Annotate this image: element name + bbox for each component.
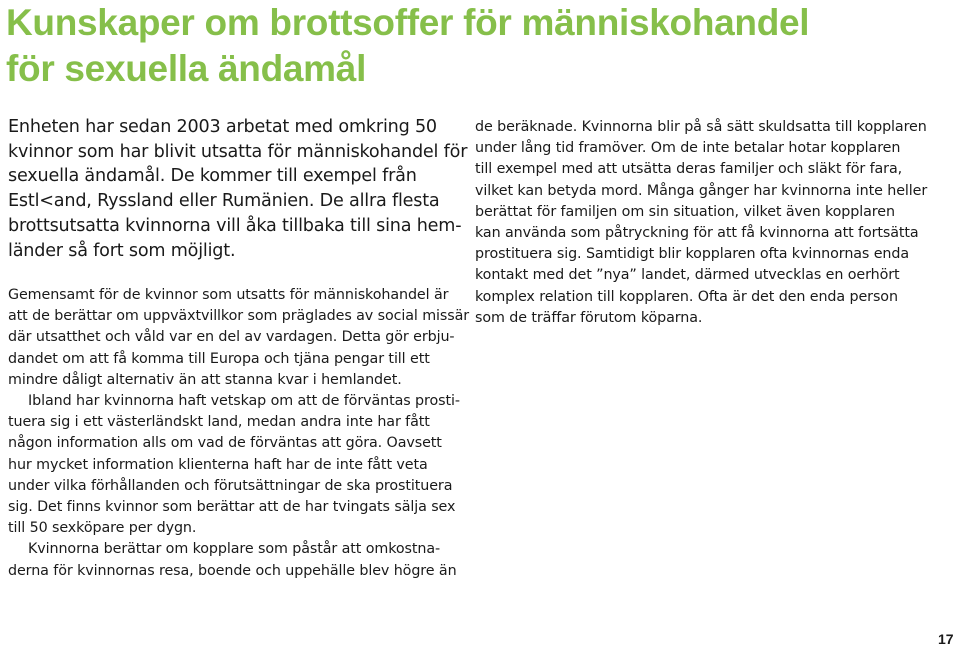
page-title xyxy=(6,0,809,92)
body-line: tuera sig i ett västerländskt land, medan andra inte har fått xyxy=(8,414,430,431)
body-line: Kvinnorna berättar om kopplare som påstår att omkostna- xyxy=(28,541,441,558)
body-line: de beräknade. Kvinnorna blir på så sätt skuldsatta till kopplaren xyxy=(475,119,927,135)
title-line: Kunskaper om brottsoffer för människohandel xyxy=(6,2,810,43)
body-line: som de träffar förutom köparna. xyxy=(475,309,703,326)
body-line: dandet om att få komma till Europa och tjäna pengar till ett xyxy=(8,350,430,367)
body-line: under lång tid framöver. Om de inte betalar hotar kopplaren xyxy=(475,140,901,157)
body-line: prostituera sig. Samtidigt blir kopplaren ofta kvinnornas enda xyxy=(475,246,910,263)
lead-line: brottsutsatta kvinnorna vill åka tillbaka till sina hem- xyxy=(8,215,462,236)
lead-line: Estl<and, Ryssland eller Rumänien. De allra flesta xyxy=(8,191,440,212)
title-line: för sexuella ändamål xyxy=(6,48,367,89)
lead-line: sexuella ändamål. De kommer till exempel från xyxy=(8,166,417,187)
body-line: Ibland har kvinnorna haft vetskap om att de förväntas prosti- xyxy=(28,393,460,410)
body-line: att de berättar om uppväxtvillkor som präglades av social missär xyxy=(8,308,470,325)
body-line: kontakt med det ”nya” landet, därmed utvecklas en oerhört xyxy=(475,267,900,284)
body-line: mindre dåligt alternativ än att stanna kvar i hemlandet. xyxy=(8,371,402,388)
body-line: sig. Det finns kvinnor som berättar att de har tvingats sälja sex xyxy=(8,499,456,516)
lead-line: Enheten har sedan 2003 arbetat med omkring 50 xyxy=(8,117,437,137)
body-line: vilket kan betyda mord. Många gånger har kvinnorna inte heller xyxy=(475,182,928,199)
page-number: 17 xyxy=(938,631,954,647)
body-line: där utsatthet och våld var en del av vardagen. Detta gör erbju- xyxy=(8,329,455,346)
body-right-column xyxy=(475,117,928,329)
body-line: till 50 sexköpare per dygn. xyxy=(8,520,197,537)
body-line: Gemensamt för de kvinnor som utsatts för människohandel är xyxy=(8,287,449,303)
body-line: komplex relation till kopplaren. Ofta är det den enda person xyxy=(475,288,898,305)
body-line: under vilka förhållanden och förutsättningar de ska prostituera xyxy=(8,477,453,494)
lead-line: länder så fort som möjligt. xyxy=(8,240,236,261)
lead-paragraph xyxy=(8,115,468,263)
body-line: kan använda som påtryckning för att få kvinnorna att fortsätta xyxy=(475,225,919,242)
body-left-column xyxy=(8,285,470,582)
body-line: derna för kvinnornas resa, boende och uppehälle blev högre än xyxy=(8,562,457,579)
body-line: berättat för familjen om sin situation, vilket även kopplaren xyxy=(475,203,895,220)
lead-line: kvinnor som har blivit utsatta för människohandel för xyxy=(8,141,468,162)
body-line: till exempel med att utsätta deras familjer och släkt för fara, xyxy=(475,161,903,178)
body-line: någon information alls om vad de förväntas att göra. Oavsett xyxy=(8,435,442,452)
body-line: hur mycket information klienterna haft har de inte fått veta xyxy=(8,456,428,473)
